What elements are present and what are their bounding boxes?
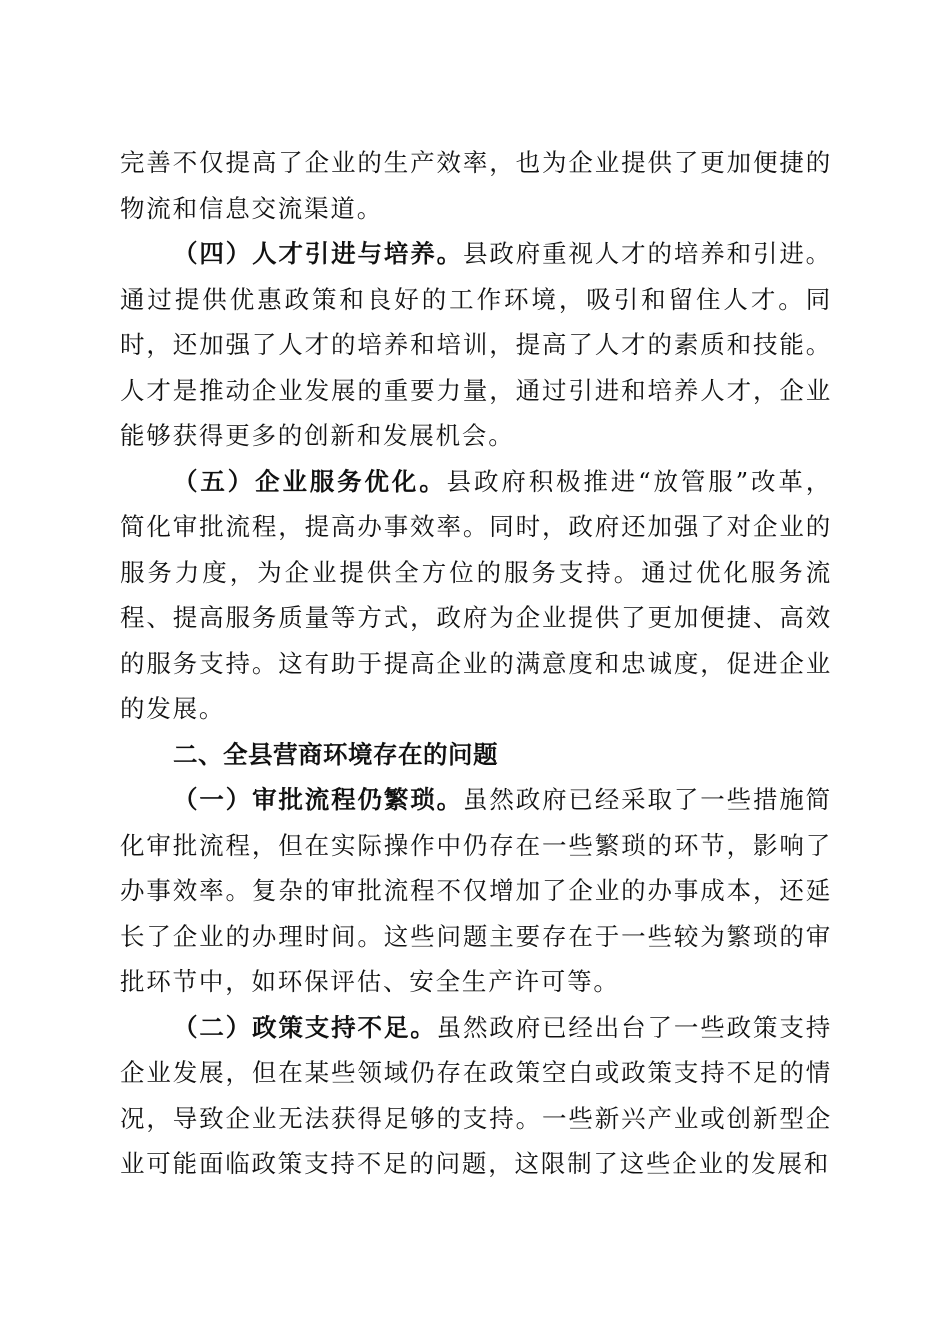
paragraph-service [120, 459, 832, 732]
paragraph-text: 县政府积极推进“放管服”改革，简化审批流程，提高办事效率。同时，政府还加强了对企业的服务力度，为企业提供全方位的服务支持。通过优化服务流程、提高服务质量等方式，政府为企业提供了更加便捷、高效的服务支持。这有助于提高企业的满意度和忠诚度，促进企业的发展。 [120, 466, 832, 723]
paragraph-lead: （一）审批流程仍繁琐。 [173, 785, 463, 814]
section-heading: 二、全县营商环境存在的问题 [173, 739, 498, 769]
paragraph-text: 县政府重视人才的培养和引进。通过提供优惠政策和良好的工作环境，吸引和留住人才。同时，还加强了人才的培养和培训，提高了人才的素质和技能。人才是推动企业发展的重要力量，通过引进和培养人才，企业能够获得更多的创新和发展机会。 [120, 239, 832, 450]
paragraph-text: 虽然政府已经出台了一些政策支持企业发展，但在某些领域仍存在政策空白或政策支持不足的情况，导致企业无法获得足够的支持。一些新兴产业或创新型企业可能面临政策支持不足的问题，这限制了这些企业的发展和 [120, 1012, 832, 1178]
paragraph-lead: （二）政策支持不足。 [173, 1012, 437, 1042]
paragraph-text: 完善不仅提高了企业的生产效率，也为企业提供了更加便捷的物流和信息交流渠道。 [120, 148, 832, 223]
paragraph-lead: （四）人才引进与培养。 [173, 239, 463, 268]
paragraph-continuation [120, 140, 832, 231]
paragraph-lead: （五）企业服务优化。 [173, 466, 447, 496]
paragraph-talent [120, 231, 832, 459]
paragraph-approval [120, 777, 832, 1005]
document-body [120, 140, 832, 1187]
paragraph-text: 虽然政府已经采取了一些措施简化审批流程，但在实际操作中仍存在一些繁琐的环节，影响了办事效率。复杂的审批流程不仅增加了企业的办事成本，还延长了企业的办理时间。这些问题主要存在于一些较为繁琐的审批环节中，如环保评估、安全生产许可等。 [120, 785, 832, 996]
paragraph-policy [120, 1005, 832, 1187]
